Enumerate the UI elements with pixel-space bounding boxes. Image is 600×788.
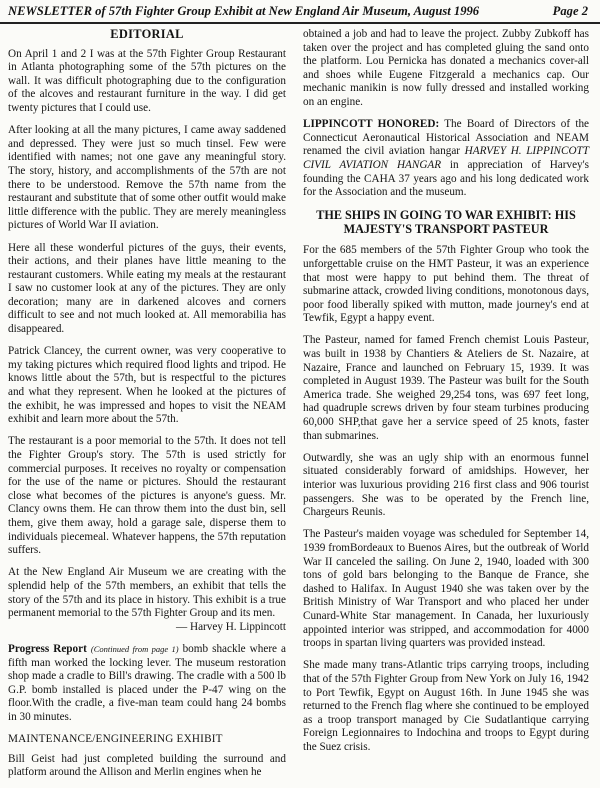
maintenance-continued-paragraph: obtained a job and had to leave the project. Zubby Zubkoff has taken over the project and has completed gluing the sand onto the platform. Lou Pernicka has donated a mechanics cover-all and shoes while Eugene Fitzgerald a mechanics cap. Our mechanic manikin is now fully dressed and installed working on an engine.: [303, 28, 589, 108]
maintenance-paragraph: Bill Geist had just completed building the surround and platform around the Allison and Merlin engines when he: [8, 752, 286, 779]
editorial-paragraph-1: On April 1 and 2 I was at the 57th Fighter Group Restaurant in Atlanta photographing some of the 57th pictures on the wall. It was difficult photographing due to the configuration of the alcoves and restaurant furniture in the way. I did get twenty pictures that I could use.: [8, 47, 286, 114]
right-column: [303, 28, 589, 763]
progress-report-paragraph: [8, 643, 286, 725]
left-column: [8, 28, 286, 788]
lippincott-honored-paragraph: [303, 118, 589, 200]
honored-text-2: in appreciation of Harvey's founding the CAHA 37 years ago and his long dedicated work for the Association and the museum.: [303, 158, 589, 199]
progress-report-text: bomb shackle where a fifth man worked the locking lever. The museum restoration shop made a cradle to Bill's drawing. The cradle with a 500 lb G.P. bomb installed is placed under the P-47 wing on the floor.With the cradle, a five-man team could hang 24 bombs in 30 minutes.: [8, 642, 287, 723]
pasteur-paragraph-4: The Pasteur's maiden voyage was scheduled for September 14, 1939 fromBordeaux to Buenos Aires, but the outbreak of World War II canceled the sailing. On June 2, 1940, loaded with 300 tons of gold bars belonging to the Banque de France, she dashed to Halifax. In August 1940 she was taken over by the British Ministry of War Transport and who placed her under Cunard-White Star management. In Canada, her luxuriously appointed interior was stripped, and accommodation for 4000 troops in spartan living quarters was provided instead.: [303, 528, 589, 650]
lippincott-honored-label: LIPPINCOTT HONORED:: [303, 118, 440, 131]
pasteur-paragraph-1: For the 685 members of the 57th Fighter Group who took the unforgettable cruise on the HMT Pasteur, it was an experience that most were happy to put behind them. The threat of submarine attack, crowded living conditions, monotonous days, poor food liberally spiked with mutton, made journey's end at Tewfik, Egypt a happy event.: [303, 244, 589, 325]
pasteur-paragraph-2: The Pasteur, named for famed French chemist Louis Pasteur, was built in 1938 by Chantiers & Ateliers de St. Nazaire, at Nazaire, France and launched on February 15, 1939. It was completed in August 1939. The Pasteur was built for the South America trade. She weighed 29,254 tons, was 697 feet long, had quadruple screws driven by four steam turbines producing 60,000 SHP,that gave her a service speed of 25 knots, faster than submarines.: [303, 334, 589, 442]
editorial-paragraph-6: [8, 566, 286, 634]
progress-report-label: Progress Report: [8, 642, 87, 655]
editorial-paragraph-5: The restaurant is a poor memorial to the 57th. It does not tell the Fighter Group's story. The 57th is used strictly for commercial purposes. It receives no royalty or compensation for the use of the name or pictures. Should the restaurant close what becomes of the pictures is anyone's guess. Mr. Clancy owns them. He can throw them into the dust bin, sell them, give them away, hold a garage sale, disperse them to individuals piecemeal. Whatever happens, the 57th reputation suffers.: [8, 435, 286, 557]
continued-note: (Continued from page 1): [90, 643, 179, 654]
pasteur-paragraph-3: Outwardly, she was an ugly ship with an enormous funnel situated considerably forward of amidships. However, her interior was luxurious providing 216 first class and 906 tourist passengers. She was to be operated by the French line, Chargeurs Reunis.: [303, 451, 589, 519]
editorial-heading: EDITORIAL: [110, 27, 184, 41]
maintenance-heading: MAINTENANCE/ENGINEERING EXHIBIT: [8, 733, 223, 746]
pasteur-paragraph-5: She made many trans-Atlantic trips carrying troops, including that of the 57th Fighter Group from New York on July 16, 1942 to Port Tewfik, Egypt on August 16th. In June 1945 she was returned to the French flag where she continued to be employed as a troop transport managed by Cie Sudatlantique carrying Foreign Legionnaires to Indochina and troops to Egypt during the Suez crisis.: [303, 659, 589, 753]
page-number: Page 2: [552, 4, 588, 18]
editorial-closing-text: At the New England Air Museum we are creating with the splendid help of the 57th members, an exhibit that tells the story of the 57th and its place in history. This exhibit is a true permanent memorial to the 57th Fighter Group and its men.: [8, 566, 286, 620]
editorial-signature: — Harvey H. Lippincott: [176, 620, 286, 633]
editorial-paragraph-3: Here all these wonderful pictures of the guys, their events, their actions, and their planes have little meaning to the restaurant customers. While eating my meals at the restaurant I saw no customer look at any of the pictures. They are only decoration; many are in darkened alcoves and corners difficult to see and not much looked at. All memorabilia has disappeared.: [8, 241, 286, 336]
hangar-name: HARVEY H. LIPPINCOTT CIVIL AVIATION HANGAR: [303, 145, 589, 171]
newsletter-title: NEWSLETTER of 57th Fighter Group Exhibit at New England Air Museum, August 1996: [8, 4, 480, 18]
newsletter-header: [0, 0, 600, 24]
editorial-paragraph-2: After looking at all the many pictures, I came away saddened and depressed. They were just so much tinsel. Few were identified with names; not one gave any meaningful story. The story, history, and accomplishments of the 57th are not there to be understood. Remove the 57th name from the restaurant and substitute that of some other outfit would make little difference with the public. They are merely meaningless pictures of World War II aviation.: [8, 124, 286, 232]
honored-text-1: The Board of Directors of the Connecticut Aeronautical Historical Association and NEAM renamed the civil aviation hangar: [303, 118, 590, 158]
editorial-paragraph-4: Patrick Clancey, the current owner, was very cooperative to my taking pictures which required flood lights and tripod. He knows little about the 57th, but is respectful to the pictures and what they represent. When he looked at the pictures of the exhibit, he was impressed and hopes to visit the NEAM exhibit and learn more about the 57th.: [8, 345, 286, 426]
ships-section-heading: THE SHIPS IN GOING TO WAR EXHIBIT: HIS MAJESTY'S TRANSPORT PASTEUR: [316, 208, 576, 237]
